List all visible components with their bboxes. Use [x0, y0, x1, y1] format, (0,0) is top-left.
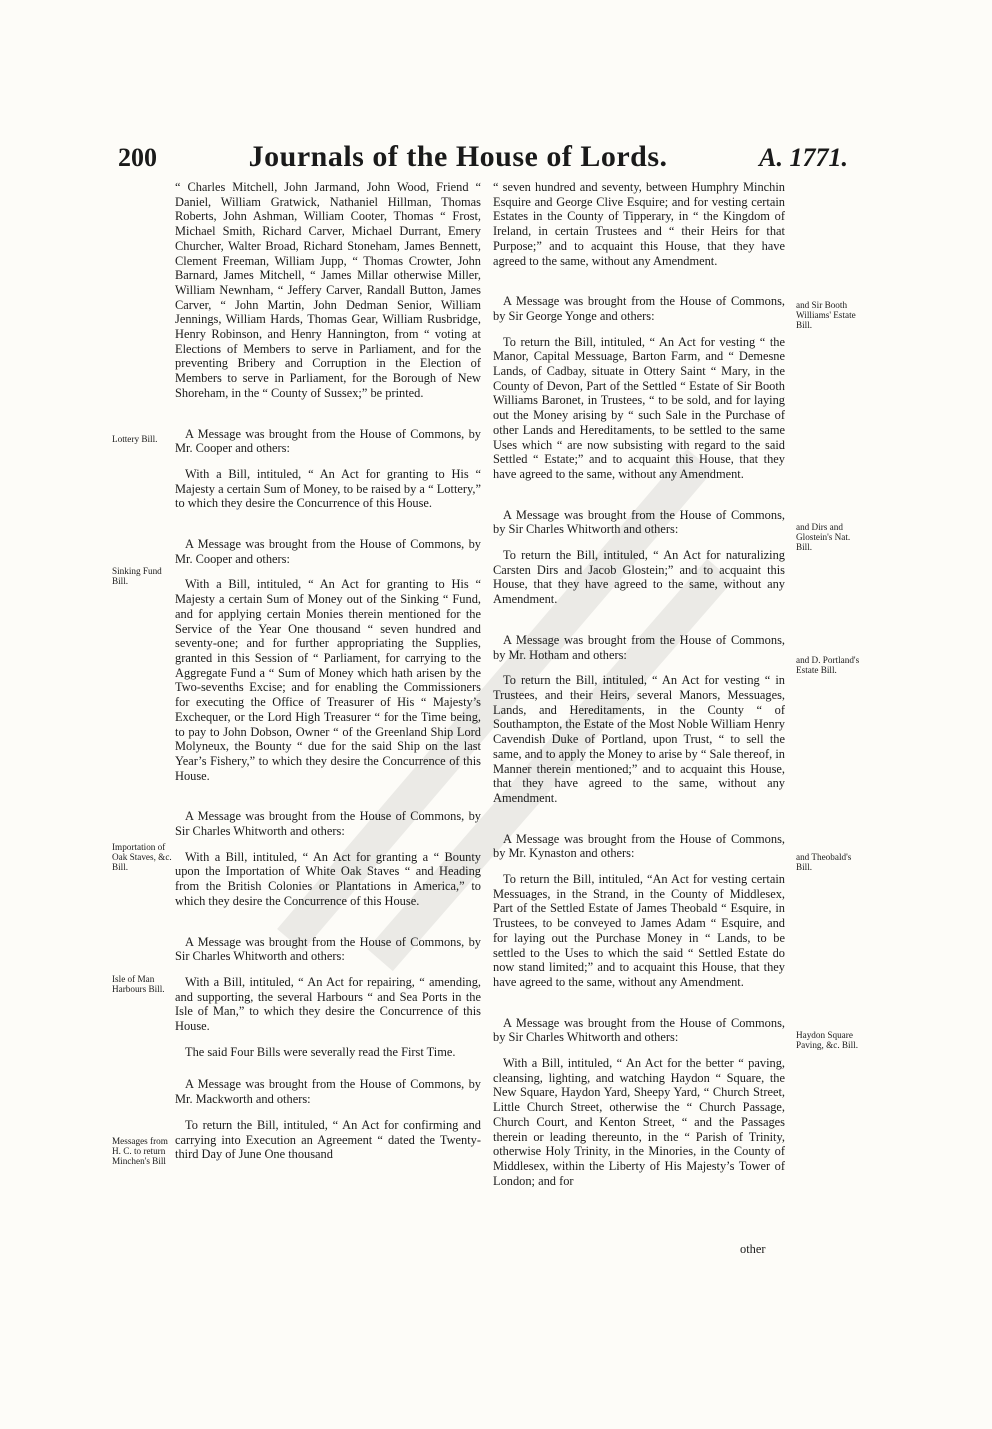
left-column — [175, 180, 481, 1162]
margin-note: and Theobald's Bill. — [796, 852, 852, 872]
paragraph: A Message was brought from the House of Commons, by Mr. Kynaston and others: — [493, 831, 785, 861]
paragraph: With a Bill, intituled, “ An Act for granting a “ Bounty upon the Importation of White Oak Staves “ and Heading from the British Colonies or Plantations in America,” to which they desire the Concurrence of this House. — [175, 849, 481, 908]
paragraph: A Message was brought from the House of Commons, by Sir Charles Whitworth and others: — [175, 934, 481, 964]
page-year: A. 1771. — [759, 143, 848, 172]
paragraph: To return the Bill, intituled, “An Act for vesting certain Messuages, in the Strand, in the County of Middlesex, Part of the Settled Estate of James Theobald “ Esquire, in Trustees, to be conveyed to James Adam “ Esquire, and for laying out the Purchase Money in “ Lands, to be settled to the Uses to which the said “ Settled Estate do now stand limited;” and to acquaint this House, that they have agreed to the same, without any Amendment. — [493, 872, 785, 989]
paragraph: A Message was brought from the House of Commons, by Mr. Mackworth and others: — [175, 1077, 481, 1107]
paragraph: To return the Bill, intituled, “ An Act for vesting “ in Trustees, and their Heirs, several Manors, Messuages, Lands, and Hereditaments, in the County “ of Southampton, the Estate of the Most Noble William Henry Cavendish Duke of Portland, upon Trust, “ to sell the same, and to apply the Money to arise by “ Sale thereof, in Manner therein mentioned;” and to acquaint this House, that they have agreed to the same, without any Amendment. — [493, 673, 785, 805]
right-column — [493, 180, 785, 1188]
paragraph: With a Bill, intituled, “ An Act for repairing, “ amending, and supporting, the several Harbours “ and Sea Ports in the Isle of Man,” to which they desire the Concurrence of this House. — [175, 974, 481, 1034]
paragraph: To return the Bill, intituled, “ An Act for confirming and carrying into Execution an Agreement “ dated the Twenty-third Day of June One thousand — [175, 1117, 481, 1162]
paragraph: “ seven hundred and seventy, between Humphry Minchin Esquire and George Clive Esquire; and for vesting certain Estates in the County of Tipperary, in “ the Kingdom of Ireland, in certain Trustees and “ their Heirs for that Purpose;” and to acquaint this House, that they have agreed to the same, without any Amendment. — [493, 180, 785, 268]
paragraph: A Message was brought from the House of Commons, by Mr. Hotham and others: — [493, 632, 785, 662]
margin-note: Sinking Fund Bill. — [112, 566, 162, 586]
catchword: other — [740, 1242, 766, 1256]
paragraph: A Message was brought from the House of Commons, by Sir Charles Whitworth and others: — [175, 809, 481, 839]
margin-note: Importation of Oak Staves, &c. Bill. — [112, 842, 172, 872]
margin-note: Haydon Square Paving, &c. Bill. — [796, 1030, 859, 1050]
page-header — [118, 140, 848, 180]
paragraph: To return the Bill, intituled, “ An Act for vesting “ the Manor, Capital Messuage, Barton Farm, and “ Demesne Lands, of Cadbay, situate in Ottery Saint “ Mary, in the County of Devon, Part of the Settled “ Estate of Sir Booth Williams Baronet, in Trustees, “ to be sold, and for laying out the Money arising by “ such Sale in the Purchase of other Lands and Hereditaments, to be settled to the same Uses which “ are now subsisting with regard to the said Settled “ Estate;” and to acquaint this House, that they have agreed to the same, without any Amendment. — [493, 334, 785, 481]
paragraph: A Message was brought from the House of Commons, by Sir Charles Whitworth and others: — [493, 507, 785, 537]
margin-note: and Dirs and Glostein's Nat. Bill. — [796, 522, 851, 552]
paragraph: A Message was brought from the House of Commons, by Sir Charles Whitworth and others: — [493, 1015, 785, 1045]
page-title: Journals of the House of Lords. — [248, 140, 668, 173]
paragraph: A Message was brought from the House of Commons, by Mr. Cooper and others: — [175, 426, 481, 456]
paragraph: With a Bill, intituled, “ An Act for granting to His “ Majesty a certain Sum of Money out of the Sinking “ Fund, and for applying certain Monies therein mentioned for the Service of the Year One thousand “ seven hundred and seventy-one; and for further appropriating the Supplies, granted in this Session of “ Parliament, for carrying to the Aggregate Fund a “ Sum of Money which hath arisen by the Two-sevenths Excise; and for enabling the Commissioners for executing the Office of Treasurer of His “ Majesty’s Exchequer, or the Lord High Treasurer “ for the Time being, to pay to John Dobson, Owner “ of the Greenland Ship Lord Molyneux, the Bounty “ due for the said Ship on the last Year’s Fishery,” to which they desire the Concurrence of this House. — [175, 577, 481, 783]
paragraph: A Message was brought from the House of Commons, by Sir George Yonge and others: — [493, 294, 785, 323]
margin-note: Messages from H. C. to return Minchen's Bill — [112, 1136, 168, 1166]
paragraph: A Message was brought from the House of Commons, by Mr. Cooper and others: — [175, 537, 481, 566]
margin-note: Lottery Bill. — [112, 434, 158, 444]
margin-note: and Sir Booth Williams' Estate Bill. — [796, 300, 856, 330]
paragraph: With a Bill, intituled, “ An Act for granting to His “ Majesty a certain Sum of Money, to be raised by a “ Lottery,” to which they desire the Concurrence of this House. — [175, 466, 481, 511]
page-number: 200 — [118, 143, 157, 172]
margin-note: Isle of Man Harbours Bill. — [112, 974, 165, 994]
paragraph: To return the Bill, intituled, “ An Act for naturalizing Carsten Dirs and Jacob Glostein;” and to acquaint this House, that they have agreed to the same, without any Amendment. — [493, 548, 785, 607]
paragraph: “ Charles Mitchell, John Jarmand, John Wood, Friend “ Daniel, William Gratwick, Nathaniel Hillman, Thomas Roberts, John Ashman, William Cooter, Thomas “ Frost, Michael Smith, Richard Carver, Michael Durrant, Emery Churcher, Walter Broad, Richard Stoneham, James Bennett, Clement Freeman, William Jupp, “ Thomas Crowter, John Barnard, James Mitchell, “ James Millar otherwise Miller, William Newnham, “ Jeffery Carver, Randall Button, James Carver, “ John Martin, John Dedman Senior, William Jennings, William Hards, Thomas Gear, William Rusbridge, Henry Robinson, and Henry Hannington, from “ voting at Elections of Members to serve in Parliament, and for the preventing Bribery and Corruption in the Election of Members to serve in Parliament, for the Borough of New Shoreham, in the “ County of Sussex;” be printed. — [175, 180, 481, 400]
paragraph: The said Four Bills were severally read the First Time. — [185, 1044, 456, 1059]
margin-note: and D. Portland's Estate Bill. — [796, 655, 860, 675]
paragraph: With a Bill, intituled, “ An Act for the better “ paving, cleansing, lighting, and watching Haydon “ Square, the New Square, Haydon Yard, Sheepy Yard, “ Church Street, Little Church Street, otherwise the “ Church Passage, Church Court, and Kenton Street, “ and the Passages therein or leading thereunto, in the “ Parish of Trinity, otherwise Holy Trinity, in the Minories, in the County of Middlesex, within the Liberty of His Majesty’s Tower of London; and for — [493, 1056, 785, 1188]
